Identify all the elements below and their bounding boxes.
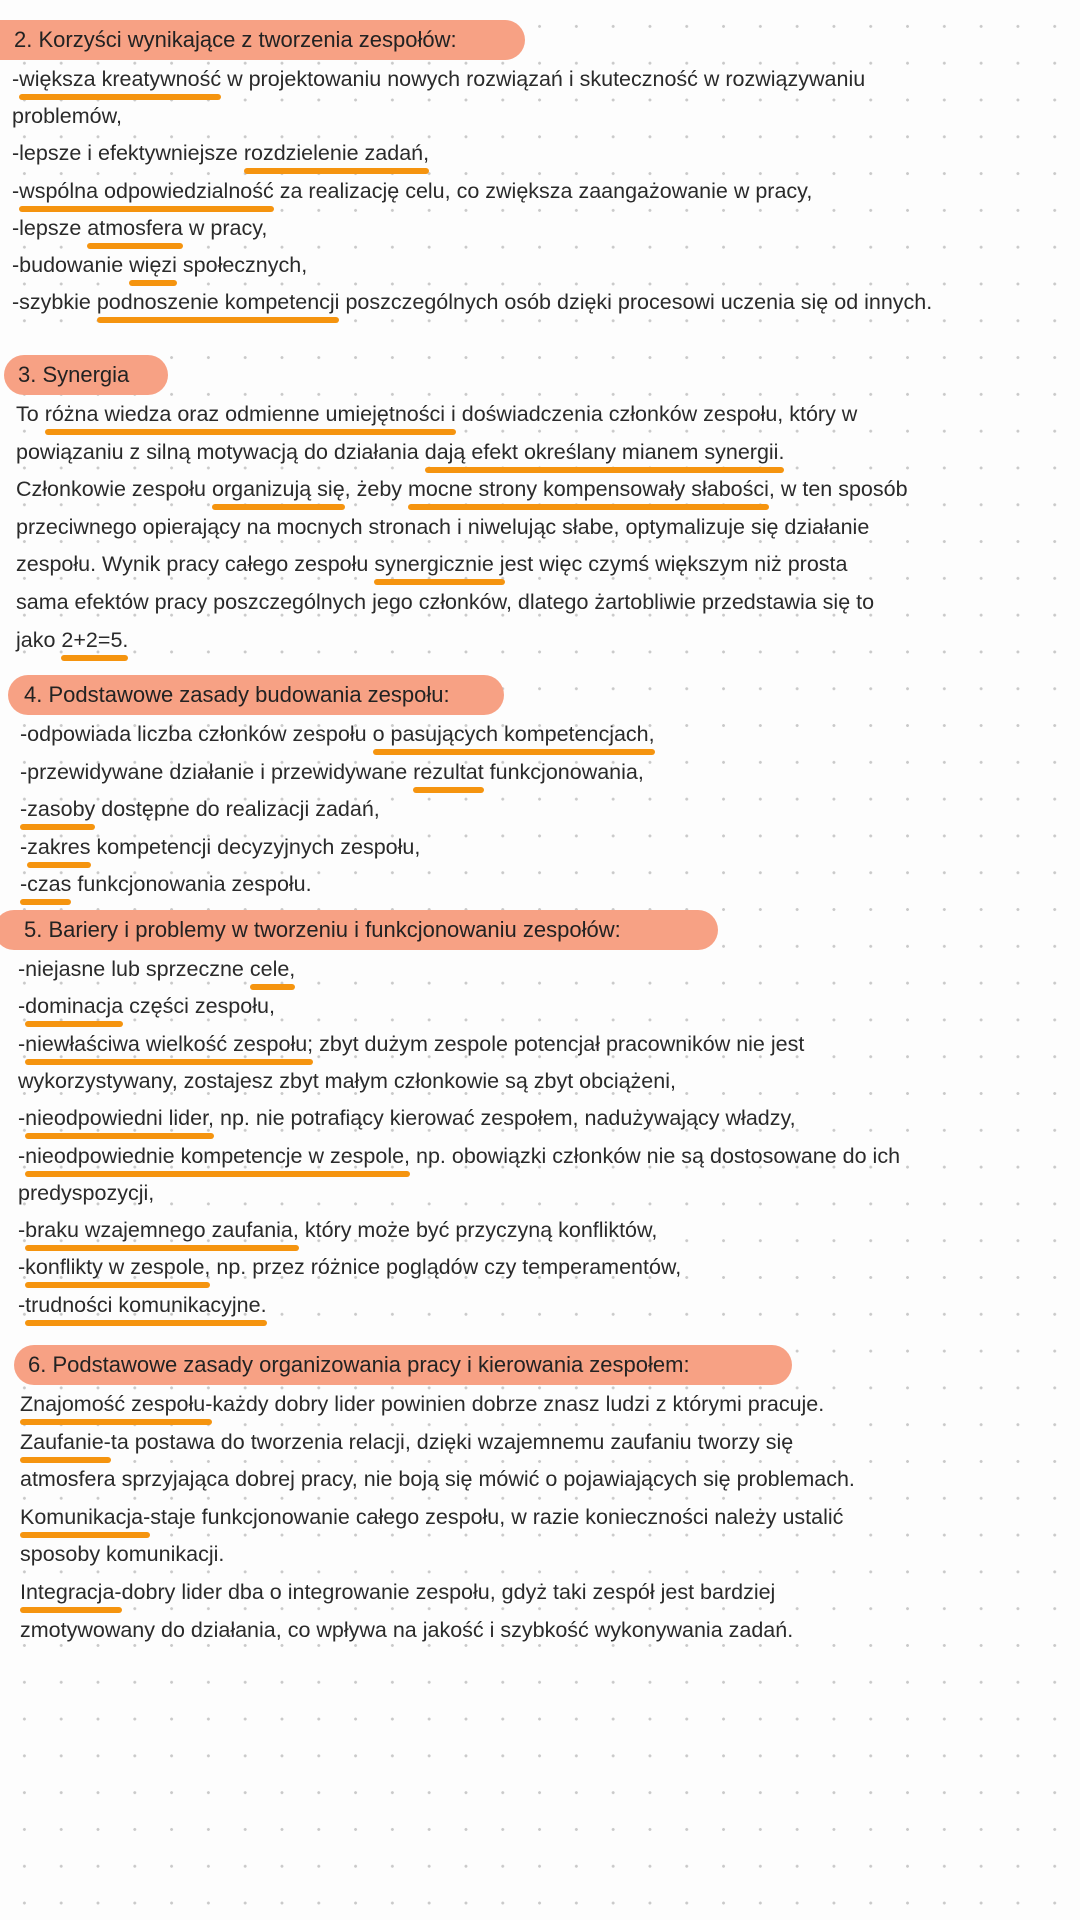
text-segment: , żeby	[344, 477, 409, 502]
text-segment: przeciwnego opierający na mocnych stronach i niwelując słabe, optymalizuje się działanie	[16, 514, 870, 539]
text-line	[12, 250, 307, 280]
text-segment: -	[18, 1031, 26, 1056]
text-segment: -niejasne lub sprzeczne	[18, 957, 250, 981]
section-title: 2. Korzyści wynikające z tworzenia zespołów:	[14, 27, 457, 52]
text-line	[16, 512, 869, 542]
text-line	[16, 437, 784, 467]
text-line	[18, 1290, 267, 1320]
text-segment: dostępne do realizacji zadań,	[95, 797, 380, 822]
text-segment: predyspozycji,	[18, 1180, 155, 1205]
underlined-phrase: -czas	[20, 872, 72, 897]
text-line	[20, 1427, 793, 1457]
text-segment: kompetencji decyzyjnych zespołu,	[90, 834, 421, 859]
text-segment: poszczególnych osób dzięki procesowi uczenia się od innych.	[339, 290, 933, 315]
text-segment: zmotywowany do działania, co wpływa na jakość i szybkość wykonywania zadań.	[20, 1617, 794, 1642]
section-title: 5. Bariery i problemy w tworzeniu i funkcjonowaniu zespołów:	[24, 917, 621, 942]
text-segment: w projektowaniu nowych rozwiązań i skuteczność w rozwiązywaniu	[221, 67, 866, 91]
text-segment: est więc czymś większym niż prosta	[504, 552, 848, 577]
text-segment: staje funkcjonowanie całego zespołu, w razie konieczności należy ustalić	[150, 1504, 844, 1529]
text-line	[12, 287, 932, 317]
underlined-phrase: rozdzielenie zadań,	[243, 141, 430, 166]
text-line	[16, 474, 908, 504]
section-title: 4. Podstawowe zasady budowania zespołu:	[24, 682, 450, 707]
text-line	[20, 794, 380, 824]
text-segment: sposoby komunikacji.	[20, 1542, 225, 1567]
underlined-phrase: większa kreatywność	[19, 67, 222, 91]
text-segment: problemów,	[12, 104, 122, 129]
underlined-phrase: o pasujących kompetencjach,	[372, 722, 655, 746]
text-line	[20, 1539, 224, 1569]
text-line	[20, 1464, 855, 1494]
text-line	[20, 1389, 824, 1419]
text-segment: w pracy,	[182, 215, 268, 240]
text-line	[18, 1141, 900, 1171]
underlined-phrase: atmosfera	[87, 215, 183, 240]
text-segment: To	[16, 402, 45, 426]
underlined-phrase: Komunikacja-	[20, 1504, 151, 1529]
text-segment: -lepsze i efektywniejsze	[12, 141, 244, 166]
text-segment: np. przez różnice poglądów czy temperamentów,	[210, 1255, 682, 1280]
text-segment: doświadczenia członków zespołu, który w	[455, 402, 858, 426]
underlined-phrase: nieodpowiedni lider,	[25, 1106, 215, 1131]
text-segment: -	[18, 1292, 26, 1317]
underlined-phrase: dają efekt określany mianem synergii.	[424, 439, 785, 464]
text-line	[20, 757, 644, 787]
underlined-phrase: mocne strony kompensowały słabości	[408, 477, 769, 502]
underlined-phrase: synergicznie j	[374, 552, 505, 577]
text-segment: -	[18, 1218, 26, 1243]
text-segment: -	[18, 1143, 26, 1168]
text-line	[20, 1615, 793, 1645]
text-line	[16, 587, 874, 617]
text-segment: atmosfera sprzyjająca dobrej pracy, nie boją się mówić o pojawiających się problemach.	[20, 1467, 855, 1492]
text-segment: wykorzystywany, zostajesz zbyt małym członkowie są zbyt obciążeni,	[18, 1068, 676, 1093]
text-line	[20, 1577, 775, 1607]
underlined-phrase: trudności komunikacyjne.	[25, 1292, 267, 1317]
text-line	[12, 213, 267, 243]
underlined-phrase: podnoszenie kompetencji	[96, 290, 340, 315]
text-segment: zbyt dużym zespole potencjał pracowników nie jest	[313, 1031, 805, 1056]
underlined-phrase: cele,	[249, 957, 296, 981]
underlined-phrase: 2+2=5.	[61, 627, 129, 652]
text-segment: -	[12, 67, 20, 91]
underlined-phrase: dominacja	[25, 994, 124, 1019]
text-line	[18, 954, 295, 984]
text-line	[20, 1502, 843, 1532]
text-segment: -	[20, 834, 28, 859]
underlined-phrase: zakres	[27, 834, 91, 859]
text-line	[20, 719, 655, 749]
underlined-phrase: braku wzajemnego zaufania,	[25, 1218, 299, 1243]
underlined-phrase: różna wiedza oraz odmienne umiejętności i	[44, 402, 456, 426]
text-segment: -przewidywane działanie i przewidywane	[20, 759, 414, 784]
text-segment: funkcjonowania,	[483, 759, 644, 784]
text-line	[18, 1215, 657, 1245]
text-line	[16, 549, 847, 579]
text-line	[18, 1103, 796, 1133]
text-line	[18, 1252, 681, 1282]
text-segment: każdy dobry lider powinien dobrze znasz ludzi z którymi pracuje.	[212, 1392, 825, 1416]
text-line	[16, 625, 128, 655]
text-segment: ta postawa do tworzenia relacji, dzięki wzajemnemu zaufaniu tworzy się	[110, 1429, 794, 1454]
text-line	[18, 991, 275, 1021]
text-segment: -	[12, 178, 20, 203]
text-segment: -	[18, 994, 26, 1019]
underlined-phrase: Zaufanie-	[20, 1429, 111, 1454]
underlined-phrase: rezultat	[413, 759, 484, 784]
text-segment: powiązaniu z silną motywacją do działania	[16, 439, 425, 464]
text-segment: jako	[16, 627, 62, 652]
text-segment: części zespołu,	[123, 994, 275, 1019]
text-segment: za realizację celu, co zwiększa zaangażowanie w pracy,	[273, 178, 813, 203]
text-line	[20, 832, 420, 862]
text-segment: sama efektów pracy poszczególnych jego członków, dlatego żartobliwie przedstawia się to	[16, 590, 875, 614]
underlined-phrase: wspólna odpowiedzialność	[19, 178, 274, 203]
text-segment: -szybkie	[12, 290, 97, 315]
text-line	[16, 399, 857, 429]
text-segment: -	[18, 1255, 26, 1280]
text-segment: dobry lider dba o integrowanie zespołu, gdyż taki zespół jest bardziej	[121, 1580, 776, 1604]
text-segment: zespołu. Wynik pracy całego zespołu	[16, 552, 375, 577]
section-title: 3. Synergia	[18, 362, 130, 387]
text-segment: np. obowiązki członków nie są dostosowane do ich	[410, 1143, 901, 1168]
text-line	[18, 1178, 154, 1208]
text-line	[12, 64, 865, 94]
text-line	[12, 101, 122, 131]
section-title: 6. Podstawowe zasady organizowania pracy i kierowania zespołem:	[28, 1352, 690, 1377]
text-line	[18, 1029, 804, 1059]
text-segment: społecznych,	[176, 253, 308, 277]
text-line	[18, 1066, 676, 1096]
underlined-phrase: -zasoby	[20, 797, 96, 822]
text-segment: np. nie potrafiący kierować zespołem, nadużywający władzy,	[214, 1106, 796, 1131]
text-segment: funkcjonowania zespołu.	[71, 872, 312, 897]
text-segment: , w ten sposób	[768, 477, 908, 502]
text-segment: Członkowie zespołu	[16, 477, 212, 502]
text-line	[12, 176, 812, 206]
underlined-phrase: niewłaściwa wielkość zespołu;	[25, 1031, 314, 1056]
text-segment: -	[18, 1106, 26, 1131]
text-line	[12, 138, 429, 168]
underlined-phrase: więzi	[129, 253, 177, 277]
underlined-phrase: konflikty w zespole,	[25, 1255, 211, 1280]
text-segment: -lepsze	[12, 215, 88, 240]
text-segment: -budowanie	[12, 253, 130, 277]
underlined-phrase: Znajomość zespołu-	[20, 1392, 213, 1416]
text-segment: -odpowiada liczba członków zespołu	[20, 722, 373, 746]
underlined-phrase: nieodpowiednie kompetencje w zespole,	[25, 1143, 411, 1168]
underlined-phrase: Integracja-	[20, 1580, 122, 1604]
underlined-phrase: organizują się	[212, 477, 345, 502]
text-line	[20, 869, 312, 899]
text-segment: który może być przyczyną konfliktów,	[298, 1218, 658, 1243]
